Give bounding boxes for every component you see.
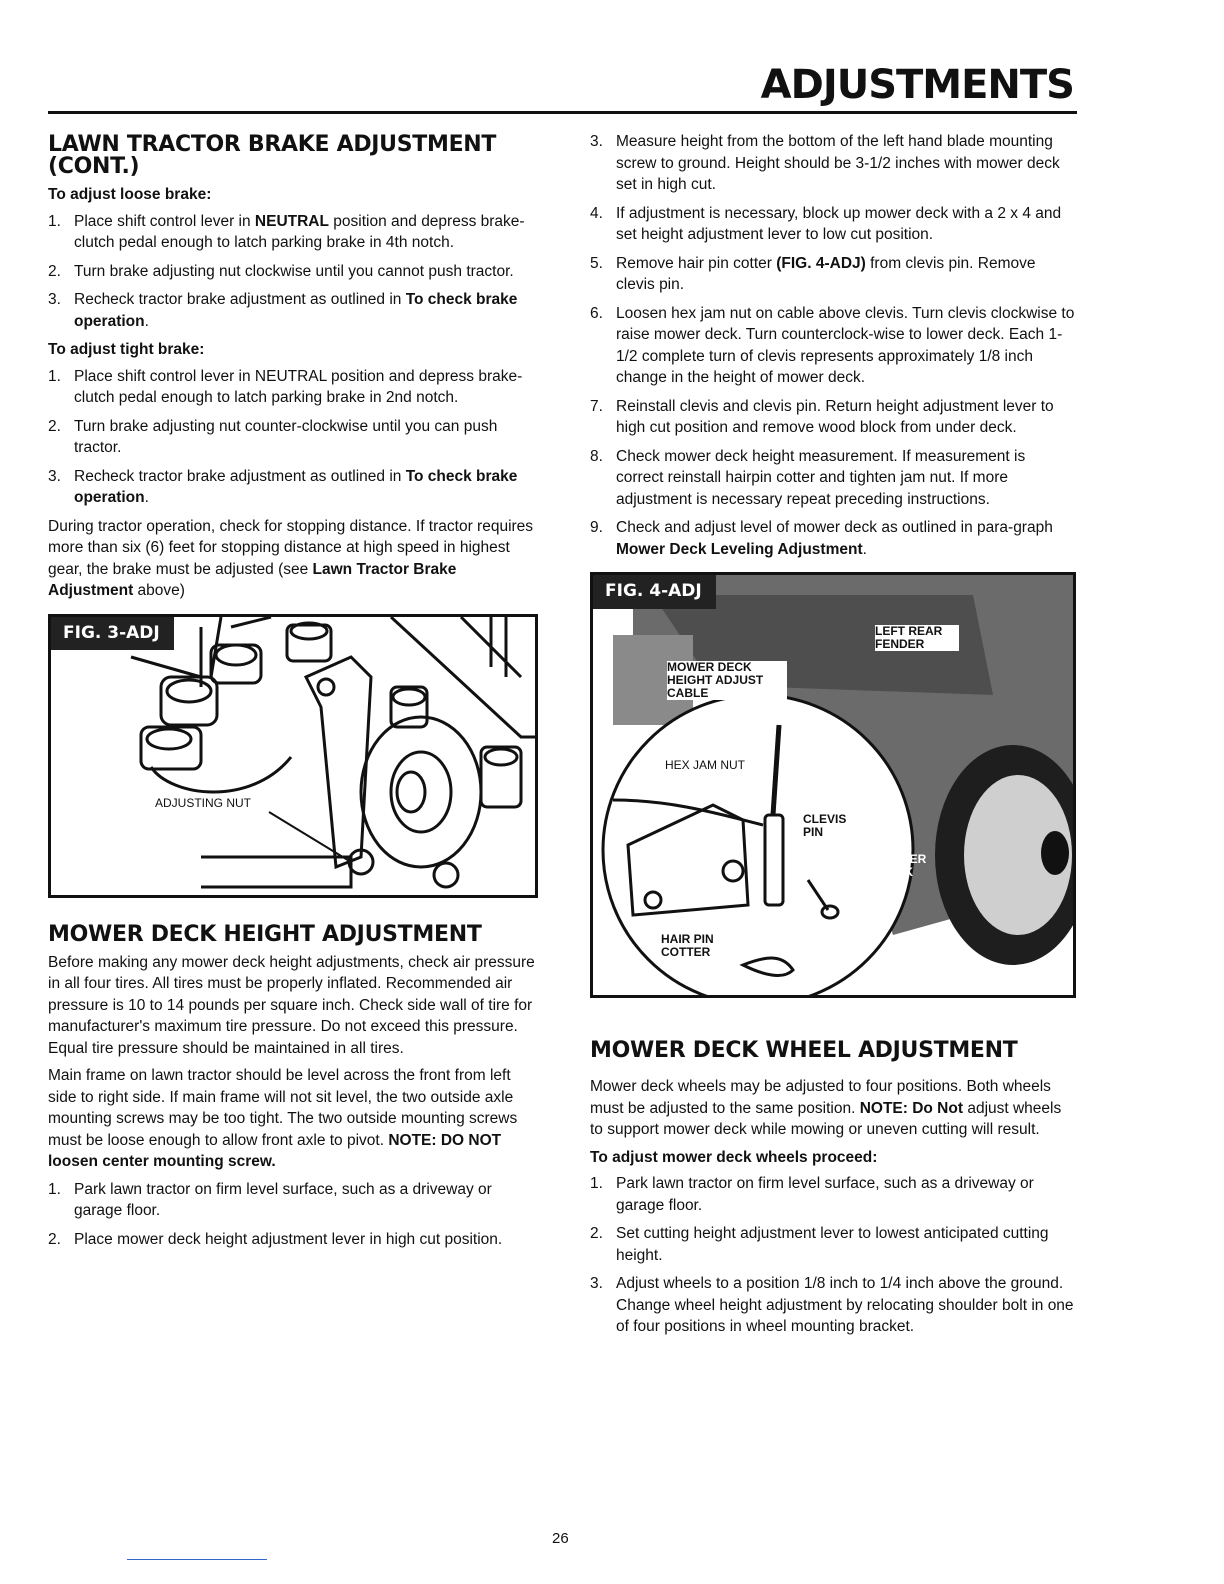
step-text-part: Place mower deck height adjustment lever in high cut position. [74,1230,503,1248]
list-item [590,253,1076,296]
step-text [74,211,538,254]
step-text [616,1273,1076,1338]
step-number: 8. [590,447,603,465]
hair-pin-cotter-callout: HAIR PIN COTTER [661,933,731,959]
height-steps-right [590,131,1076,560]
step-number: 1. [590,1175,603,1192]
list-item [48,416,538,459]
brake-section-title [48,134,538,178]
step-text-part: Recheck tractor brake adjustment as outlined in [74,291,406,308]
step-text [74,466,538,509]
frame-level-text: Main frame on lawn tractor should be level across the front from left side to right side. If main frame will not sit level, the two outside axle mounting screws may be too tight. The two outside mounting screws must be loose enough to allow front axle to pivot. [48,1067,518,1149]
list-item [590,303,1076,389]
list-item [48,211,538,254]
list-item [48,1179,538,1222]
step-number: 3. [48,291,61,308]
list-item [590,446,1076,511]
step-text-end: . [144,312,149,330]
step-text-part: If adjustment is necessary, block up mower deck with a 2 x 4 and set height adjustment lever to low cut position. [616,204,1062,243]
list-item [48,289,538,332]
brake-mechanism-illustration [51,617,535,895]
list-item [590,517,1076,560]
step-number: 3. [590,133,603,150]
step-text [74,289,538,332]
list-item [48,466,538,509]
step-text-end: . [144,489,149,506]
step-text [616,203,1076,246]
step-text-part: Recheck tractor brake adjustment as outlined in [74,467,406,485]
step-text-part: Remove hair pin cotter [616,254,777,272]
step-text-part: Check and adjust level of mower deck as outlined in para-graph [616,519,1053,536]
list-item [590,1223,1076,1266]
list-item [590,131,1076,196]
step-number: 4. [590,204,603,222]
adjusting-nut-callout: ADJUSTING NUT [155,795,251,810]
left-column [48,128,538,1257]
page-title: ADJUSTMENTS [760,62,1074,108]
step-text [74,261,538,283]
loose-brake-heading: To adjust loose brake: [48,186,212,203]
step-text-part: Park lawn tractor on firm level surface, such as a driveway or garage floor. [616,1175,1034,1214]
list-item [590,1273,1076,1338]
step-text [74,1229,538,1251]
step-text-part: Place shift control lever in NEUTRAL position and depress brake-clutch pedal enough to latch parking brake in 2nd notch. [74,367,523,406]
clevis-pin-callout: CLEVIS PIN [803,813,859,839]
list-item [590,1173,1076,1216]
step-number: 2. [48,1230,61,1248]
right-column [590,131,1076,1345]
step-number: 2. [590,1225,603,1242]
step-text [74,366,538,409]
wheel-steps [590,1173,1076,1338]
step-text-part: Loosen hex jam nut on cable above clevis. Turn clevis clockwise to raise mower deck. Turn counterclock-wise to lower deck. Each 1-1/2 complete turn of clevis represents approximately 1/8 inch change in the height of mower deck. [616,304,1075,386]
step-number: 6. [590,304,603,322]
brake-title-line1: LAWN TRACTOR BRAKE ADJUSTMENT [48,132,497,157]
step-text-bold: Mower Deck Leveling Adjustment [616,540,863,558]
step-text-bold: To check brake operation [74,291,518,330]
frame-level-note: NOTE: DO NOT loosen center mounting screw. [48,1131,502,1170]
cable-callout: MOWER DECK HEIGHT ADJUST CABLE [667,661,787,700]
frame-level-paragraph [48,1065,538,1173]
loose-brake-steps [48,211,538,333]
step-number: 7. [590,397,603,415]
step-text [616,446,1076,511]
step-text-end: from clevis pin. Remove clevis pin. [616,254,1036,293]
list-item [48,366,538,409]
step-text-part: Place shift control lever in [74,212,255,230]
page-number: 26 [552,1530,569,1547]
hex-jam-nut-callout: HEX JAM NUT [665,758,746,772]
height-section-title: MOWER DECK HEIGHT ADJUSTMENT [48,921,482,947]
wheel-section-title: MOWER DECK WHEEL ADJUSTMENT [590,1038,1018,1063]
step-text [616,396,1076,439]
step-text-part: Check mower deck height measurement. If measurement is correct reinstall hairpin cotter and tighten jam nut. If more adjustment is necessary repeat preceding instructions. [616,447,1026,508]
wheel-intro-text: Mower deck wheels may be adjusted to four positions. Both wheels must be adjusted to the same position. [590,1078,1051,1117]
figure-4-label: FIG. 4-ADJ [593,575,716,609]
figure-3-adj [48,614,538,898]
step-number: 9. [590,519,603,536]
stopping-distance-note [48,516,538,602]
brake-title-line2: (CONT.) [48,154,140,179]
wheel-intro-note: NOTE: Do Not [859,1099,964,1117]
step-text-part: Turn brake adjusting nut counter-clockwise until you can push tractor. [74,417,498,456]
height-intro-paragraph: Before making any mower deck height adjustments, check air pressure in all four tires. All tires must be properly inflated. Recommended air pressure is 10 to 14 pounds per square inch. Check side wall of tire for manufacturer's maximum tire pressure. Do not exceed this pressure. Equal tire pressure should be maintained in all tires. [48,953,535,1057]
list-item [590,396,1076,439]
figure-4-adj [590,572,1076,998]
note-text-end: above) [133,582,185,599]
step-text-part: Park lawn tractor on firm level surface, such as a driveway or garage floor. [74,1180,492,1219]
figure-3-label: FIG. 3-ADJ [51,617,174,651]
step-number: 1. [48,367,61,385]
step-text-bold: (FIG. 4-ADJ) [776,254,866,272]
height-steps-left [48,1179,538,1251]
step-text [616,131,1076,196]
step-text [616,517,1076,560]
wheel-intro-paragraph [590,1076,1076,1141]
mower-deck-callout: MOWER DECK [879,852,927,879]
tight-brake-steps [48,366,538,509]
step-text-end: . [862,540,867,558]
step-number: 2. [48,262,61,280]
step-text-part: Turn brake adjusting nut clockwise until you cannot push tractor. [74,262,514,280]
footer-rule [127,1559,267,1560]
step-text-part: Adjust wheels to a position 1/8 inch to 1/4 inch above the ground. Change wheel height adjustment by relocating shoulder bolt in one of four positions in wheel mounting bracket. [616,1275,1074,1335]
list-item [590,203,1076,246]
note-reference: Lawn Tractor Brake Adjustment [48,560,457,599]
step-text [74,1179,538,1222]
step-text [616,1223,1076,1266]
tight-brake-heading: To adjust tight brake: [48,341,205,358]
step-text [616,253,1076,296]
step-text-part: Set cutting height adjustment lever to lowest anticipated cutting height. [616,1225,1049,1264]
step-number: 3. [590,1275,603,1292]
list-item [48,261,538,283]
step-text [616,1173,1076,1216]
step-number: 1. [48,1180,61,1198]
step-text-bold: NEUTRAL [254,212,329,230]
step-text-end: position and depress brake-clutch pedal enough to latch parking brake in 4th notch. [74,212,525,251]
step-text [616,303,1076,389]
note-text: During tractor operation, check for stopping distance. If tractor requires more than six (6) feet for stopping distance at high speed in highest gear, the brake must be adjusted (see [48,517,534,578]
step-text-part: Reinstall clevis and clevis pin. Return height adjustment lever to high cut position and remove wood block from under deck. [616,397,1054,436]
step-text [74,416,538,459]
header-rule [48,111,1077,114]
step-text-part: Measure height from the bottom of the left hand blade mounting screw to ground. Height should be 3-1/2 inches with mower deck set in high cut. [616,133,1060,193]
step-text-bold: To check brake operation [74,467,518,506]
step-number: 5. [590,254,603,272]
step-number: 2. [48,417,61,435]
step-number: 1. [48,212,61,230]
list-item [48,1229,538,1251]
left-rear-fender-callout: LEFT REAR FENDER [875,625,959,651]
wheel-proceed-heading: To adjust mower deck wheels proceed: [590,1148,878,1166]
step-number: 3. [48,467,61,485]
wheel-intro-text-end: adjust wheels to support mower deck while mowing or uneven cutting will result. [590,1099,1062,1138]
